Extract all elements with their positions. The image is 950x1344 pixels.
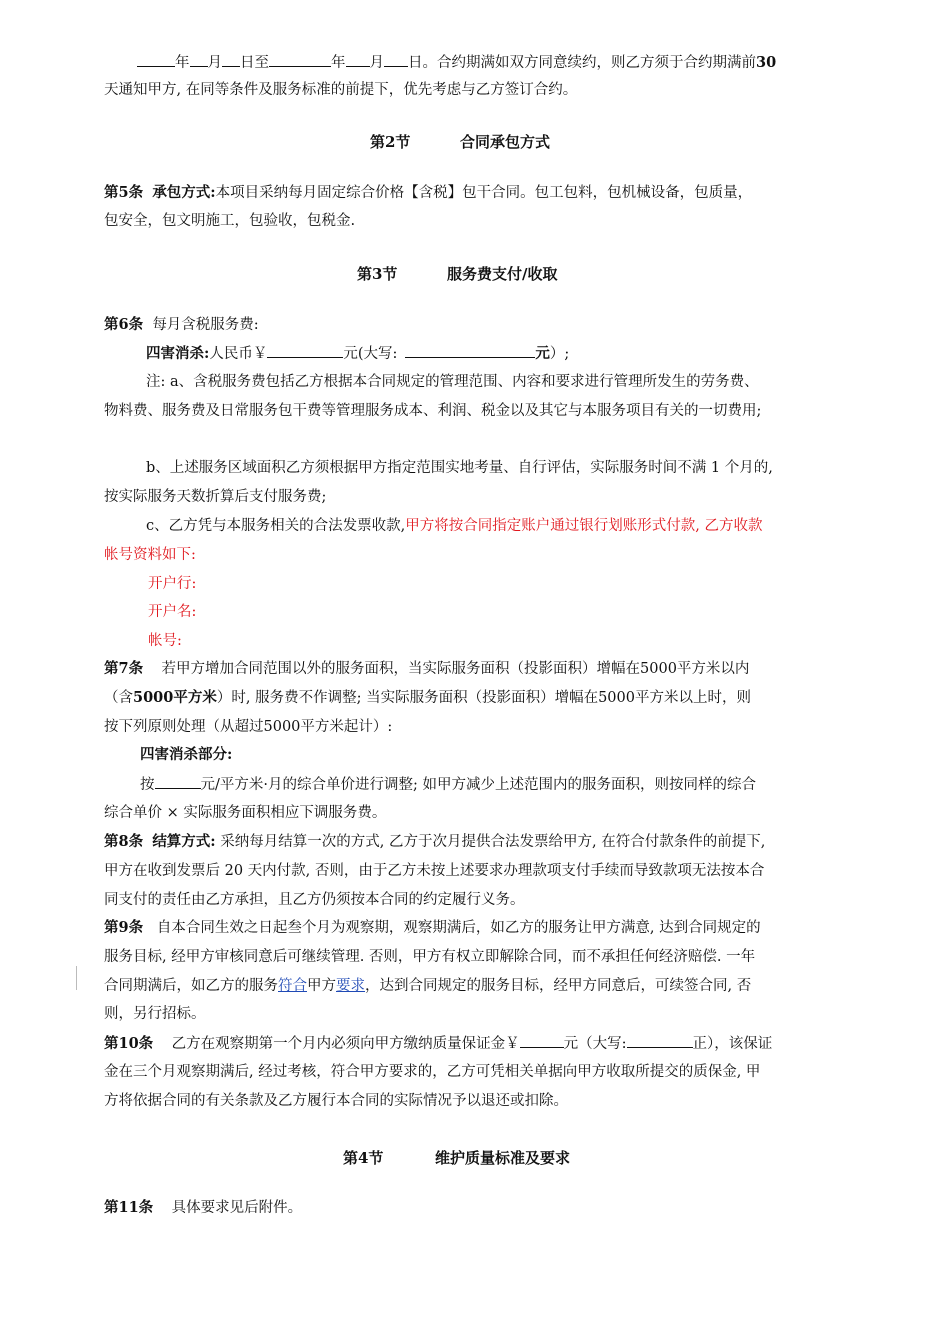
link-comply[interactable]: 符合 <box>278 978 307 994</box>
article-9-line-4: 则，另行招标。 <box>104 1006 206 1022</box>
article-5-line-2: 包安全，包文明施工，包验收，包税金. <box>104 213 356 229</box>
year-blank[interactable] <box>137 52 175 67</box>
note-c-line-1: c、乙方凭与本服务相关的合法发票收款,甲方将按合同指定账户通过银行划账形式付款, 乙方收款 <box>146 518 763 534</box>
article-8-line-2: 甲方在收到发票后 20 天内付款, 否则，由于乙方未按上述要求办理款项支付手续而导致款项无法按本合 <box>104 863 765 879</box>
article-10-line-3: 方将依据合同的有关条款及乙方履行本合同的实际情况予以退还或扣除。 <box>104 1093 568 1109</box>
section-4-title: 维护质量标准及要求 <box>435 1149 571 1167</box>
intro-line-1: 年 月 日至 年 月 日。合约期满如双方同意续约，则乙方须于合约期满前30 <box>137 52 776 73</box>
article-7-line-3: 按下列原则处理（从超过5000平方米起计）: <box>104 719 393 735</box>
article-9-line-2: 服务目标, 经甲方审核同意后可继续管理. 否则，甲方有权立即解除合同，而不承担任何经济赔偿. 一年 <box>104 949 756 965</box>
section-4-number: 第4节 <box>343 1149 384 1167</box>
article-9-line-1: 第9条 自本合同生效之日起叁个月为观察期，观察期满后，如乙方的服务让甲方满意, 达到合同规定的 <box>104 919 761 936</box>
article-11-label: 第11条 <box>104 1199 154 1216</box>
fee-uppercase-blank[interactable] <box>405 343 535 358</box>
section-3-number: 第3节 <box>357 265 398 283</box>
account-name-label: 开户名: <box>148 604 197 620</box>
fee-amount-blank[interactable] <box>267 343 343 358</box>
margin-change-bar <box>76 966 77 990</box>
deposit-uppercase-blank[interactable] <box>627 1033 693 1048</box>
article-6-label: 第6条 <box>104 316 144 333</box>
article-9-line-3: 合同期满后，如乙方的服务符合甲方要求，达到合同规定的服务目标，经甲方同意后，可续签合同, 否 <box>104 978 752 994</box>
pest-control-fee-line: 四害消杀:人民币￥ 元(大写: 元）; <box>146 345 570 362</box>
article-7-line-4: 按 元/平方米·月的综合单价进行调整; 如甲方减少上述范围内的服务面积，则按同样的综合 <box>140 774 756 795</box>
article-7-line-5: 综合单价 × 实际服务面积相应下调服务费。 <box>104 805 387 821</box>
link-requirement[interactable]: 要求 <box>336 978 365 994</box>
article-7-label: 第7条 <box>104 660 144 677</box>
note-b-line-2: 按实际服务天数折算后支付服务费; <box>104 489 327 505</box>
day-blank[interactable] <box>222 52 240 67</box>
article-10-label: 第10条 <box>104 1035 154 1052</box>
section-3-title: 服务费支付/收取 <box>447 265 558 283</box>
article-10-line-1: 第10条 乙方在观察期第一个月内必须向甲方缴纳质量保证金￥ 元（大写: 正），该保证 <box>104 1035 773 1052</box>
account-number-label: 帐号: <box>148 633 182 649</box>
article-10-line-2: 金在三个月观察期满后, 经过考核，符合甲方要求的，乙方可凭相关单据向甲方收取所提交的质保金, 甲 <box>104 1064 761 1080</box>
article-5-line-1: 第5条 承包方式:本项目采纳每月固定综合价格【含税】包干合同。包工包料，包机械设备，包质量， <box>104 184 753 201</box>
intro-line-2: 天通知甲方, 在同等条件及服务标准的前提下，优先考虑与乙方签订合约。 <box>104 82 578 98</box>
article-8-label: 第8条 <box>104 833 144 850</box>
note-a-line-2: 物料费、服务费及日常服务包干费等管理服务成本、利润、税金以及其它与本服务项目有关的一切费用; <box>104 403 762 419</box>
note-a-line-1: 注: a、含税服务费包括乙方根据本合同规定的管理范围、内容和要求进行管理所发生的劳务费、 <box>146 374 759 390</box>
article-6-line: 第6条 每月含税服务费: <box>104 316 259 333</box>
article-5-label: 第5条 <box>104 184 144 201</box>
article-8-line-1: 第8条 结算方式: 采纳每月结算一次的方式, 乙方于次月提供合法发票给甲方, 在符合付款条件的前提下, <box>104 833 766 850</box>
year2-blank[interactable] <box>269 52 331 67</box>
month-blank[interactable] <box>190 52 208 67</box>
article-9-label: 第9条 <box>104 919 144 936</box>
note-b-line-1: b、上述服务区域面积乙方须根据甲方指定范围实地考量、自行评估，实际服务时间不满 1 个月的, <box>146 460 773 476</box>
section-2-number: 第2节 <box>370 133 411 151</box>
deposit-amount-blank[interactable] <box>520 1033 564 1048</box>
unit-price-blank[interactable] <box>155 774 201 789</box>
article-7-line-2: （含5000平方米）时, 服务费不作调整; 当实际服务面积（投影面积）增幅在5000平方米以上时，则 <box>104 689 751 706</box>
bank-name-label: 开户行: <box>148 576 197 592</box>
section-2-title: 合同承包方式 <box>460 133 551 151</box>
article-8-line-3: 同支付的责任由乙方承担，且乙方仍须按本合同的约定履行义务。 <box>104 892 525 908</box>
note-c-line-2: 帐号资料如下: <box>104 547 196 563</box>
pest-control-section-label: 四害消杀部分: <box>140 746 233 763</box>
day2-blank[interactable] <box>384 52 408 67</box>
month2-blank[interactable] <box>346 52 370 67</box>
article-7-line-1: 第7条 若甲方增加合同范围以外的服务面积，当实际服务面积（投影面积）增幅在5000平方米以内 <box>104 660 750 677</box>
article-11-line: 第11条 具体要求见后附件。 <box>104 1199 303 1216</box>
